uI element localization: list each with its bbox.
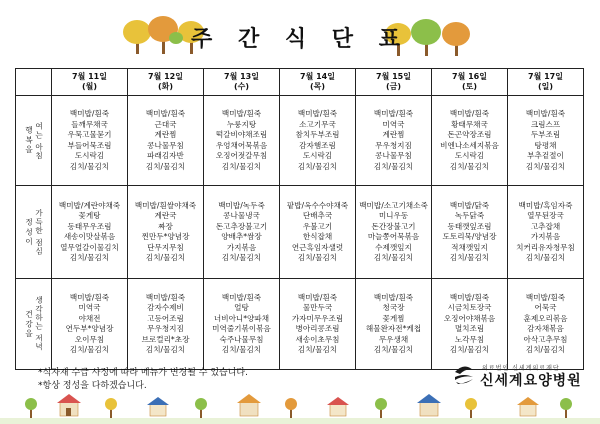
menu-item: 아삭고추무침 — [523, 334, 568, 344]
meal-label-right: 생각하는 저녁 — [34, 296, 44, 352]
day-weekday: (토) — [461, 82, 478, 91]
menu-cell — [508, 96, 584, 186]
menu-item: 백미밥/흰죽 — [221, 109, 262, 118]
menu-item: 백미밥/계란야채죽 — [58, 200, 121, 210]
header-row — [16, 69, 584, 96]
day-header — [508, 69, 584, 96]
menu-item: 가지볶음 — [226, 242, 257, 252]
day-header — [52, 69, 128, 96]
menu-cell — [432, 186, 508, 279]
menu-item: 미역줄기볶이볶음 — [212, 324, 271, 333]
day-date: 7월 17일 — [528, 72, 563, 81]
menu-item: 새송이초무침 — [295, 334, 340, 344]
menu-item: 콩나물냉국 — [223, 211, 260, 220]
footer-village-illustration — [0, 388, 600, 424]
menu-item: 비엔나소세지볶음 — [440, 140, 499, 150]
menu-item: 고등어조림 — [147, 313, 184, 323]
menu-item: 연근흑임자샐럿 — [291, 242, 344, 252]
menu-item: 돈간장불고기 — [371, 221, 416, 231]
meal-label-left: 행복을 — [24, 126, 34, 155]
meal-row-breakfast — [16, 96, 584, 186]
logo-mark-icon — [452, 364, 476, 386]
menu-item: 콩나물무침 — [147, 140, 184, 150]
menu-item: 감자수제비 — [147, 303, 184, 312]
menu-item: 계란국 — [154, 211, 177, 220]
menu-item: 너비아니*양파채 — [213, 313, 270, 323]
menu-cell — [432, 279, 508, 370]
menu-item: 김치/물김치 — [69, 253, 110, 262]
meal-label-lunch — [16, 186, 52, 279]
meal-row-lunch — [16, 186, 584, 279]
corner-cell — [16, 69, 52, 96]
menu-cell — [280, 186, 356, 279]
menu-item: 단무지무침 — [147, 242, 184, 252]
menu-item: 근대국 — [154, 119, 177, 129]
menu-item: 백미밥/흰죽 — [145, 292, 186, 302]
menu-item: 누룽지탕 — [226, 119, 257, 129]
menu-item: 마늘쫑어묵볶음 — [367, 232, 420, 241]
menu-item: 해물완자전*케첩 — [365, 324, 422, 333]
menu-item: 김치/물김치 — [297, 161, 338, 171]
day-weekday: (일) — [537, 82, 554, 91]
menu-item: 미니우동 — [378, 211, 409, 220]
day-weekday: (화) — [157, 82, 174, 91]
menu-cell — [128, 279, 204, 370]
menu-item: 들깨무채국 — [71, 119, 108, 129]
menu-item: 오이무침 — [74, 334, 105, 344]
note-menu-change: *식자재 수급 사정에 따라 메뉴가 변경될 수 있습니다. — [38, 368, 248, 378]
menu-item: 백미밥/흰죽 — [69, 109, 110, 118]
menu-item: 무우청지짐 — [147, 324, 184, 333]
menu-item: 백미밥/흑임자죽 — [518, 200, 573, 210]
menu-item: 청국장 — [382, 303, 405, 312]
menu-item: 크림스프 — [530, 119, 561, 129]
menu-item: 김치/물김치 — [145, 345, 186, 354]
menu-item: 백미밥/흰죽 — [297, 109, 338, 118]
menu-item: 꽃게찜 — [382, 313, 405, 323]
menu-item: 양배추*쌈장 — [221, 232, 262, 241]
menu-item: 돈고추장불고기 — [215, 221, 268, 231]
menu-item: 미역국 — [382, 119, 405, 129]
menu-item: 시금치토장국 — [447, 303, 492, 312]
menu-cell — [508, 186, 584, 279]
menu-item: 도시락김 — [302, 151, 333, 160]
menu-item: 야채전 — [78, 313, 101, 323]
menu-cell — [52, 96, 128, 186]
menu-item: 도시락김 — [74, 151, 105, 160]
menu-item: 동태깻잎조림 — [447, 221, 492, 231]
note-sincerity: *항상 정성을 다하겠습니다. — [38, 381, 147, 391]
menu-item: 황태무채국 — [451, 119, 488, 129]
menu-item: 부추겉절이 — [527, 151, 564, 160]
menu-cell — [128, 186, 204, 279]
day-date: 7월 11일 — [72, 72, 107, 81]
menu-item: 브로컬리*초장 — [141, 334, 190, 344]
menu-item: 오징어젓갈무침 — [215, 151, 268, 160]
menu-item: 콩나물무침 — [375, 151, 412, 160]
menu-item: 미역국 — [78, 303, 101, 312]
menu-item: 고추잡채 — [530, 221, 561, 231]
menu-item: 김치/물김치 — [449, 161, 490, 171]
menu-item: 김치/물김치 — [145, 161, 186, 171]
menu-item: 김치/물김치 — [69, 345, 110, 354]
menu-item: 오징어야채볶음 — [443, 313, 496, 323]
menu-item: 가자미무우조림 — [291, 313, 344, 323]
menu-item: 소고기무국 — [299, 119, 336, 129]
menu-item: 멸치조림 — [454, 324, 485, 333]
menu-item: 노각무침 — [454, 334, 485, 344]
menu-cell — [280, 96, 356, 186]
day-header — [204, 69, 280, 96]
day-date: 7월 14일 — [300, 72, 335, 81]
menu-item: 참치두부조림 — [295, 130, 340, 139]
day-header — [280, 69, 356, 96]
menu-item: 녹두닭죽 — [454, 211, 485, 220]
menu-item: 숙주나물무침 — [219, 334, 264, 344]
menu-item: 김치/물김치 — [145, 253, 186, 262]
menu-item: 새송이맛살볶음 — [63, 232, 116, 241]
menu-item: 김치/물김치 — [525, 161, 566, 171]
meal-label-left: 건강을 — [24, 309, 34, 339]
logo-foundation-text: 의료법인 신세계의료재단 — [482, 365, 560, 372]
menu-item: 돈곤약장조림 — [447, 130, 492, 139]
menu-cell — [356, 96, 432, 186]
menu-item: 계란찜 — [154, 130, 177, 139]
menu-item: 탕평채 — [534, 140, 557, 150]
menu-item: 백미밥/흰죽 — [449, 109, 490, 118]
menu-item: 김치/물김치 — [373, 161, 414, 171]
menu-item: 무우생채 — [378, 334, 409, 344]
menu-item: 김치/물김치 — [449, 253, 490, 262]
menu-cell — [356, 186, 432, 279]
menu-cell — [204, 279, 280, 370]
menu-cell — [204, 96, 280, 186]
menu-item: 계란찜 — [382, 130, 405, 139]
menu-cell — [432, 96, 508, 186]
menu-item: 동태무우조림 — [67, 221, 112, 231]
menu-item: 단배추국 — [302, 211, 333, 220]
menu-item: 백미밥/흰죽 — [373, 109, 414, 118]
menu-item: 도시락김 — [454, 151, 485, 160]
day-header — [432, 69, 508, 96]
menu-item: 백미밥/녹두죽 — [218, 200, 265, 210]
menu-cell — [508, 279, 584, 370]
day-date: 7월 12일 — [148, 72, 183, 81]
menu-item: 파래김자반 — [147, 151, 184, 160]
menu-cell — [356, 279, 432, 370]
menu-item: 무우청지짐 — [375, 140, 412, 150]
meal-row-dinner — [16, 279, 584, 370]
menu-item: 백미밥/흰죽 — [449, 292, 490, 302]
day-weekday: (수) — [233, 82, 250, 91]
menu-item: 꽃게탕 — [78, 211, 101, 220]
menu-item: 열무된장국 — [527, 211, 564, 220]
meal-label-right: 가득한 점심 — [34, 208, 44, 256]
day-header — [128, 69, 204, 96]
menu-item: 김치/물김치 — [221, 161, 262, 171]
day-weekday: (월) — [81, 82, 98, 91]
menu-item: 백미밥/흰죽 — [525, 292, 566, 302]
menu-item: 백미밥/흰죽 — [525, 109, 566, 118]
menu-item: 한식잡채 — [302, 232, 333, 241]
day-weekday: (목) — [309, 82, 326, 91]
menu-item: 수제깻잎지 — [375, 242, 412, 252]
menu-item: 병아리콩조림 — [295, 324, 340, 333]
menu-item: 백미밥/흰죽 — [221, 292, 262, 302]
day-date: 7월 15일 — [376, 72, 411, 81]
menu-item: 김치/물김치 — [69, 161, 110, 171]
logo-hospital-name: 신세계요양병원 — [480, 373, 582, 389]
day-header — [356, 69, 432, 96]
menu-item: 김치/물김치 — [449, 345, 490, 354]
menu-item: 물만두국 — [302, 303, 333, 312]
menu-item: 백미밥/흰죽 — [297, 292, 338, 302]
menu-item: 얼탕 — [234, 303, 249, 312]
menu-item: 김치/물김치 — [525, 253, 566, 262]
menu-item: 치커리유자청무침 — [516, 242, 575, 252]
menu-item: 훈제오리볶음 — [523, 313, 568, 323]
menu-item: 백미밥/소고기채소죽 — [359, 200, 428, 210]
menu-item: 감자햄조림 — [299, 140, 336, 150]
meal-label-dinner — [16, 279, 52, 370]
menu-item: 떡갈비야채조림 — [215, 130, 268, 139]
weekly-menu-table — [15, 68, 584, 370]
menu-item: 짜장 — [158, 221, 173, 231]
hospital-logo — [452, 362, 587, 388]
menu-item: 팥밥/옥수수야채죽 — [286, 200, 349, 210]
menu-cell — [204, 186, 280, 279]
menu-item: 김치/물김치 — [221, 253, 262, 262]
meal-label-right: 여는 아침 — [34, 121, 44, 160]
menu-item: 우묵고물묻기 — [67, 130, 112, 139]
menu-item: 김치/물김치 — [221, 345, 262, 354]
menu-item: 부들어묵조림 — [67, 140, 112, 150]
menu-item: 열무얼갈이물김치 — [60, 242, 119, 252]
day-date: 7월 16일 — [452, 72, 487, 81]
menu-item: 찐만두*양념장 — [141, 232, 190, 241]
meal-label-left: 정성이 — [24, 217, 34, 247]
meal-label-breakfast — [16, 96, 52, 186]
menu-item: 김치/물김치 — [525, 345, 566, 354]
menu-cell — [52, 186, 128, 279]
menu-item: 도토리묵/양념장 — [442, 232, 497, 241]
day-date: 7월 13일 — [224, 72, 259, 81]
menu-item: 연두부*양념장 — [65, 324, 114, 333]
menu-item: 우불고기 — [302, 221, 333, 231]
menu-item: 두부조림 — [530, 130, 561, 139]
menu-item: 백미밥/흰죽 — [145, 109, 186, 118]
menu-item: 백미밥/흰죽 — [373, 292, 414, 302]
menu-item: 백미밥/흰죽 — [69, 292, 110, 302]
menu-item: 적채깻잎지 — [451, 242, 488, 252]
menu-item: 김치/물김치 — [297, 345, 338, 354]
menu-item: 김치/물김치 — [373, 345, 414, 354]
menu-item: 감자채볶음 — [527, 324, 564, 333]
day-weekday: (금) — [385, 82, 402, 91]
menu-item: 우엉채어묵볶음 — [215, 140, 268, 150]
menu-item: 백미밥/닭죽 — [449, 200, 490, 210]
menu-item: 어묵국 — [534, 303, 557, 312]
page-title: 주 간 식 단 표 — [191, 27, 409, 52]
menu-item: 백미밥/흰쌀야채죽 — [134, 200, 197, 210]
menu-item: 김치/물김치 — [297, 253, 338, 262]
menu-cell — [280, 279, 356, 370]
menu-item: 가지볶음 — [530, 232, 561, 241]
menu-cell — [52, 279, 128, 370]
menu-cell — [128, 96, 204, 186]
menu-item: 김치/물김치 — [373, 253, 414, 262]
